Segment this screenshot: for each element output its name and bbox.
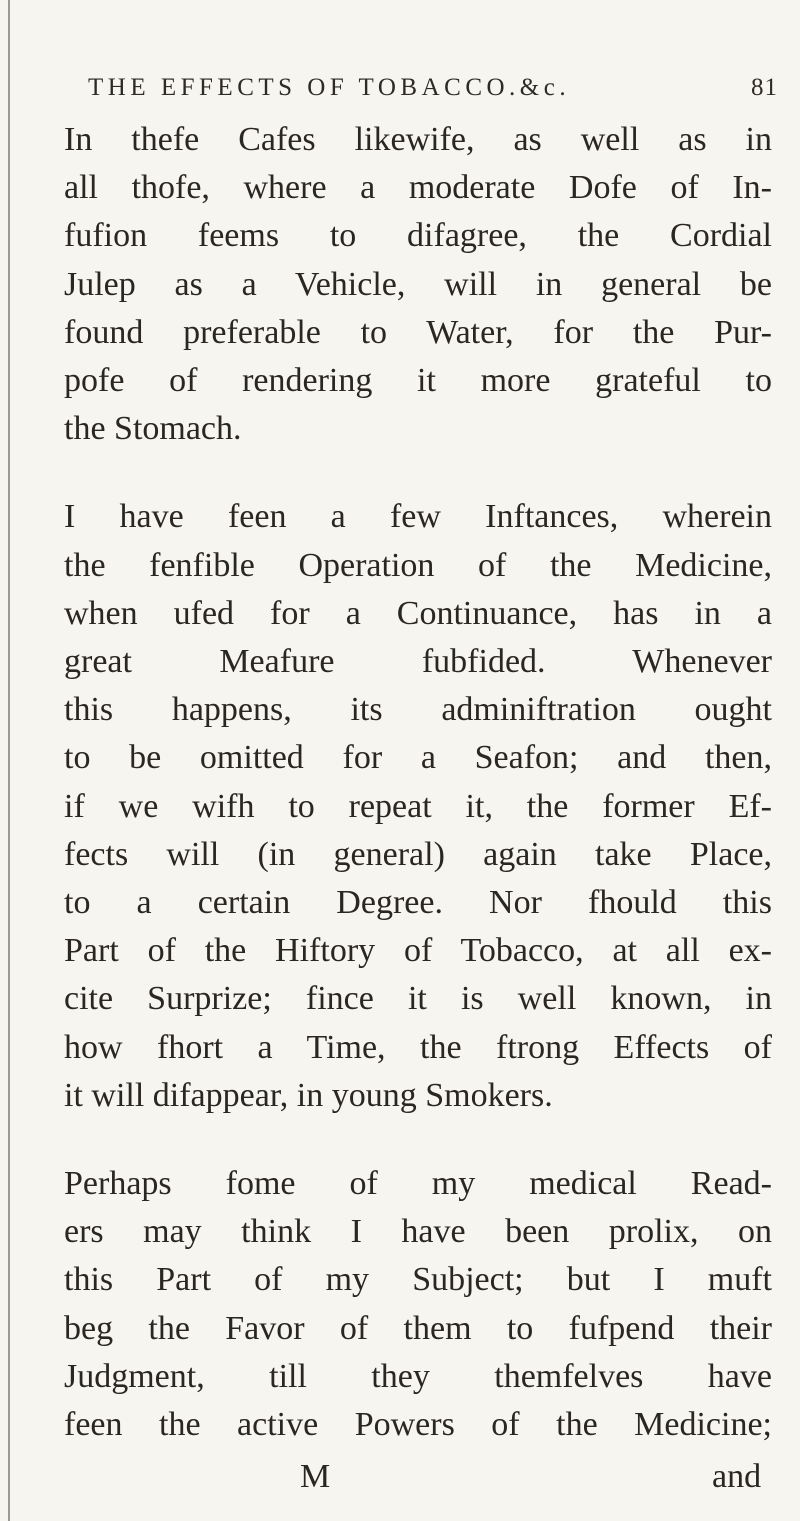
text-line: great Meafure fubfided. Whenever: [64, 643, 772, 681]
text-line: fects will (in general) again take Place,: [64, 835, 772, 873]
text-line: I have feen a few Inftances, wherein: [64, 498, 772, 536]
body-text: [64, 116, 772, 1449]
signature-mark: M: [300, 1458, 331, 1495]
text-line: beg the Favor of them to fufpend their: [64, 1309, 772, 1347]
text-line: fufion feems to difagree, the Cordial: [64, 217, 772, 255]
text-line: Part of the Hiftory of Tobacco, at all ex-: [64, 932, 772, 970]
text-line: to a certain Degree. Nor fhould this: [64, 884, 772, 922]
text-line: cite Surprize; fince it is well known, in: [64, 980, 772, 1018]
paragraph-2: [64, 493, 772, 1120]
text-line: it will difappear, in young Smokers.: [64, 1076, 553, 1114]
text-line: pofe of rendering it more grateful to: [64, 362, 772, 400]
text-line: found preferable to Water, for the Pur-: [64, 313, 772, 351]
text-line: all thofe, where a moderate Dofe of In-: [64, 169, 772, 207]
paragraph-1: [64, 116, 772, 453]
text-line: how fhort a Time, the ftrong Effects of: [64, 1028, 772, 1066]
text-line: Julep as a Vehicle, will in general be: [64, 265, 772, 303]
text-line: to be omitted for a Seafon; and then,: [64, 739, 772, 777]
running-head-title: THE EFFECTS OF TOBACCO.&c.: [88, 74, 571, 101]
paragraph-gap: [64, 1120, 772, 1160]
text-line: this happens, its adminiftration ought: [64, 691, 772, 729]
running-head: [88, 74, 778, 102]
text-line: when ufed for a Continuance, has in a: [64, 594, 772, 632]
text-line: Judgment, till they themfelves have: [64, 1357, 772, 1395]
text-line: Perhaps fome of my medical Read-: [64, 1165, 772, 1203]
text-line: the fenfible Operation of the Medicine,: [64, 546, 772, 584]
text-line: the Stomach.: [64, 410, 242, 448]
paragraph-gap: [64, 453, 772, 493]
text-line: if we wifh to repeat it, the former Ef-: [64, 787, 772, 825]
paragraph-3: [64, 1160, 772, 1449]
text-line: this Part of my Subject; but I muft: [64, 1261, 772, 1299]
text-line: ers may think I have been prolix, on: [64, 1213, 772, 1251]
catchword: and: [712, 1458, 762, 1495]
text-line: feen the active Powers of the Medicine;: [64, 1406, 772, 1444]
text-line: In thefe Cafes likewife, as well as in: [64, 121, 772, 158]
page-binding-edge: [8, 0, 10, 1521]
page-number: 81: [751, 74, 778, 101]
